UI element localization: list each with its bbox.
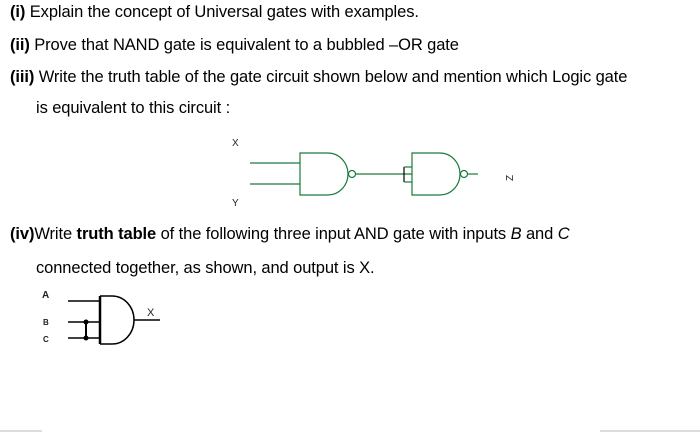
circuit-1-label-z: Z [505, 174, 516, 181]
nand-gate-1-body [300, 153, 348, 195]
circuit-2-label-a: A [42, 290, 50, 301]
question-4-input-c: C [557, 225, 570, 243]
question-4-number: (iv) [10, 225, 35, 243]
junction-dot-b [84, 320, 89, 325]
circuit-1-label-x: X [232, 138, 239, 149]
circuit-1-label-y: Y [232, 198, 239, 209]
question-4-continuation: connected together, as shown, and output is X. [36, 259, 375, 277]
question-4-input-b: B [510, 225, 522, 243]
nand-gate-2-bubble [461, 171, 468, 178]
question-4-text-mid: of the following three input AND gate with inputs [156, 225, 511, 243]
question-3-continuation: is equivalent to this circuit : [36, 99, 231, 117]
question-1-number: (i) [10, 3, 26, 21]
and-gate-body [100, 296, 134, 344]
question-2-text: Prove that NAND gate is equivalent to a bubbled –OR gate [34, 36, 459, 54]
question-2-number: (ii) [10, 36, 30, 54]
question-4-text-and: and [521, 225, 558, 243]
question-4-text-pre: Write [34, 225, 77, 243]
nand-gate-2-body [412, 153, 460, 195]
question-3-number: (iii) [10, 68, 35, 86]
circuit-2-label-x: X [147, 307, 155, 319]
junction-dot-c [84, 336, 89, 341]
nand-gate-1-bubble [349, 171, 356, 178]
circuit-2-label-b: B [43, 318, 49, 327]
question-3-text: Write the truth table of the gate circuit shown below and mention which Logic gate [38, 68, 628, 86]
question-4 [10, 225, 570, 244]
question-1-text: Explain the concept of Universal gates with examples. [29, 3, 419, 21]
circuit-2-label-c: C [43, 335, 49, 344]
question-4-text-bold: truth table [76, 225, 157, 243]
